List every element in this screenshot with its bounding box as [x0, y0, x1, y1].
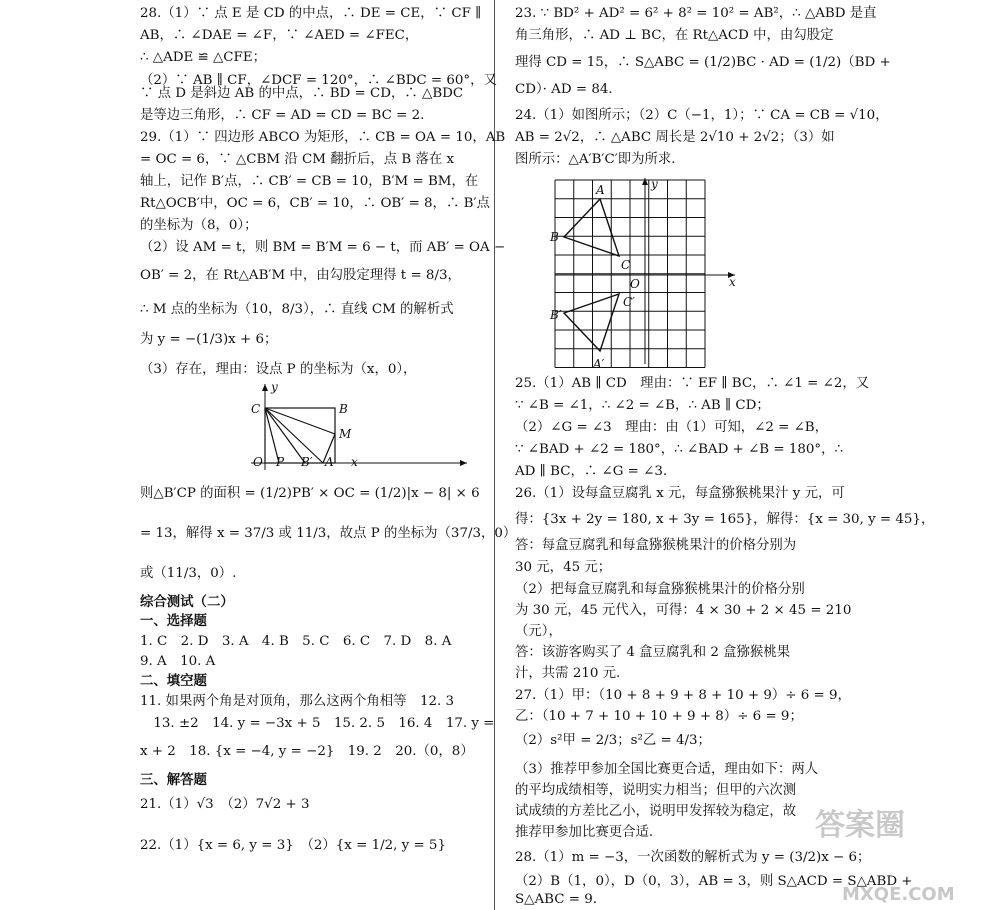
answer-22: 22.（1）{x = 6, y = 3} （2）{x = 1/2, y = 5} [140, 838, 446, 853]
answer-29-line: 的坐标为（8，0）； [140, 218, 258, 233]
section-heading-solve: 三、解答题 [140, 773, 207, 788]
section-heading-fill: 二、填空题 [140, 674, 207, 689]
answer-28b-line: 28.（1）m = −3，一次函数的解析式为 y = (3/2)x − 6； [515, 850, 871, 865]
answer-24-line: 图所示：△A′B′C′即为所求. [515, 152, 676, 167]
answer-25-line: （2）∠G = ∠3 理由：由（1）可知，∠2 = ∠B， [515, 420, 829, 435]
point-b-prime-label: B′ [301, 455, 313, 469]
choice-answers: 1. C 2. D 3. A 4. B 5. C 6. C 7. D 8. A [140, 634, 452, 649]
answer-21: 21.（1）√3 （2）7√2 + 3 [140, 797, 310, 812]
x-axis-label: x [729, 275, 736, 289]
answer-29-line: （2）设 AM = t，则 BM = B′M = 6 − t，而 AB′ = OA − [140, 240, 506, 255]
answer-25-line: AD ∥ BC，∴ ∠G = ∠3. [515, 464, 668, 479]
answer-29-line: 为 y = −(1/3)x + 6； [140, 332, 278, 347]
answer-26-line: （2）把每盒豆腐乳和每盒猕猴桃果汁的价格分别 [515, 582, 805, 597]
answer-28-line: ∴ △ADE ≌ △CFE； [140, 50, 266, 65]
answer-25-line: ∵ ∠B = ∠1，∴ ∠2 = ∠B，∴ AB ∥ CD； [515, 398, 770, 413]
answer-27-line: （3）推荐甲参加全国比赛更合适，理由如下：两人 [515, 762, 819, 777]
answer-27-line: 试成绩的方差比乙小，说明甲发挥较为稳定，故 [515, 804, 797, 819]
answer-25-line: ∵ ∠BAD + ∠2 = 180°，∴ ∠BAD + ∠B = 180°，∴ [515, 442, 844, 457]
answer-26-line: 26.（1）设每盒豆腐乳 x 元，每盒猕猴桃果汁 y 元，可 [515, 486, 845, 501]
fill-answers: 13. ±2 14. y = −3x + 5 15. 2. 5 16. 4 17. y = [140, 716, 495, 731]
fill-answers: 11. 如果两个角是对顶角，那么这两个角相等 12. 3 [140, 694, 455, 709]
answer-29-line: = OC = 6，∵ △CBM 沿 CM 翻折后，点 B 落在 x [140, 152, 455, 167]
answer-29-line: 29.（1）∵ 四边形 ABCO 为矩形，∴ CB = OA = 10，AB [140, 130, 506, 145]
answer-26-line: 答：该游客购买了 4 盒豆腐乳和 2 盒猕猴桃果 [515, 645, 791, 660]
answer-28-line: （2）∵ AB ∥ CF，∠DCF = 120°，∴ ∠BDC = 60°，又 [140, 73, 497, 88]
section-heading-choice: 一、选择题 [140, 614, 207, 629]
point-a-label: A [596, 183, 605, 197]
answer-28-line: ∵ 点 D 是斜边 AB 的中点，∴ BD = CD，∴ △BDC [140, 86, 464, 101]
point-c-prime-label: C′ [623, 295, 635, 309]
origin-label: O [253, 455, 263, 469]
answer-26-line: 答：每盒豆腐乳和每盒猕猴桃果汁的价格分别为 [515, 538, 797, 553]
answer-23-line: 23. ∵ BD² + AD² = 6² + 8² = 10² = AB²，∴ △ABD 是直 [515, 6, 877, 21]
answer-28-line: 28.（1）∵ 点 E 是 CD 的中点，∴ DE = CE，∵ CF ∥ [140, 6, 482, 21]
answer-26-line: 30 元，45 元； [515, 560, 612, 575]
answer-26-line: 汁，共需 210 元. [515, 666, 621, 681]
answer-29-line: 或（11/3，0）. [140, 566, 237, 581]
point-m-label: M [339, 427, 352, 441]
answer-26-line: 为 30 元，45 元代入，可得：4 × 30 + 2 × 45 = 210 [515, 603, 852, 618]
y-axis-label: y [271, 380, 278, 394]
answer-29-line: 轴上，记作 B′点，∴ CB′ = CB = 10，B′M = BM，在 [140, 174, 479, 189]
rectangle-fold-figure [245, 380, 475, 472]
point-c-label: C [621, 258, 631, 272]
answer-27-line: 推荐甲参加比赛更合适. [515, 825, 654, 840]
choice-answers: 9. A 10. A [140, 654, 216, 669]
answer-23-line: 理得 CD = 15，∴ S△ABC = (1/2)BC · AD = (1/2)（BD + [515, 55, 891, 70]
answer-29-line: ∴ M 点的坐标为（10，8/3），∴ 直线 CM 的解析式 [140, 302, 454, 317]
point-b-prime-label: B′ [550, 308, 562, 322]
y-axis-label: y [651, 177, 658, 191]
fill-answers: x + 2 18. {x = −4, y = −2} 19. 2 20.（0，8） [140, 744, 474, 759]
answer-29-line: Rt△OCB′中，OC = 6，CB′ = 10，∴ OB′ = 8，∴ B′点 [140, 196, 490, 211]
triangle-grid-figure [543, 176, 773, 370]
answer-24-line: 24.（1）如图所示；（2）C（−1，1）；∵ CA = CB = √10， [515, 108, 889, 123]
answer-23-line: 角三角形，∴ AD ⊥ BC，在 Rt△ACD 中，由勾股定 [515, 28, 834, 43]
answer-28-line: AB，∴ ∠DAE = ∠F，∵ ∠AED = ∠FEC， [140, 28, 419, 43]
point-c-label: C [251, 402, 261, 416]
answer-24-line: AB = 2√2，∴ △ABC 周长是 2√10 + 2√2；（3）如 [515, 130, 835, 145]
watermark-url: MXQE.COM [842, 884, 955, 905]
answer-27-line: 乙：（10 + 7 + 10 + 10 + 9 + 8）÷ 6 = 9； [515, 709, 803, 724]
answer-29-line: （3）存在，理由：设点 P 的坐标为（x，0）， [140, 362, 417, 377]
watermark-logo-text: 答案圈 [815, 808, 905, 843]
answer-26-line: 得：{3x + 2y = 180, x + 3y = 165}，解得：{x = 30, y = 45}， [515, 512, 935, 527]
x-axis-label: x [351, 455, 358, 469]
grid [555, 180, 705, 368]
point-b-label: B [339, 402, 348, 416]
answer-25-line: 25.（1）AB ∥ CD 理由：∵ EF ∥ BC，∴ ∠1 = ∠2，又 [515, 376, 870, 391]
answer-28b-line: S△ABC = 9. [515, 892, 597, 907]
answer-27-line: 27.（1）甲：（10 + 8 + 9 + 8 + 10 + 9）÷ 6 = 9， [515, 688, 851, 703]
origin-label: O [630, 277, 640, 291]
answer-23-line: CD）· AD = 84. [515, 82, 613, 97]
answer-29-line: = 13，解得 x = 37/3 或 11/3，故点 P 的坐标为（37/3，0） [140, 526, 517, 541]
answer-29-line: OB′ = 2，在 Rt△AB′M 中，由勾股定理得 t = 8/3， [140, 268, 461, 283]
answer-27-line: （2）s²甲 = 2/3；s²乙 = 4/3； [515, 733, 711, 748]
answer-27-line: 的平均成绩相等，说明实力相当；但甲的六次测 [515, 783, 797, 798]
point-a-label: A [325, 455, 334, 469]
answer-28b-line: （2）B（1，0），D（0，3），AB = 3，则 S△ACD = S△ABD + [515, 874, 913, 889]
answer-26-line: （元）， [515, 624, 562, 639]
answer-29-line: 则△B′CP 的面积 = (1/2)PB′ × OC = (1/2)|x − 8| × 6 [140, 486, 480, 501]
section-title: 综合测试（二） [140, 595, 234, 610]
answer-28-line: 是等边三角形，∴ CF = AD = CD = BC = 2. [140, 108, 425, 123]
point-p-label: P [276, 455, 285, 469]
point-a-prime-label: A′ [593, 357, 605, 370]
point-b-label: B [550, 230, 559, 244]
